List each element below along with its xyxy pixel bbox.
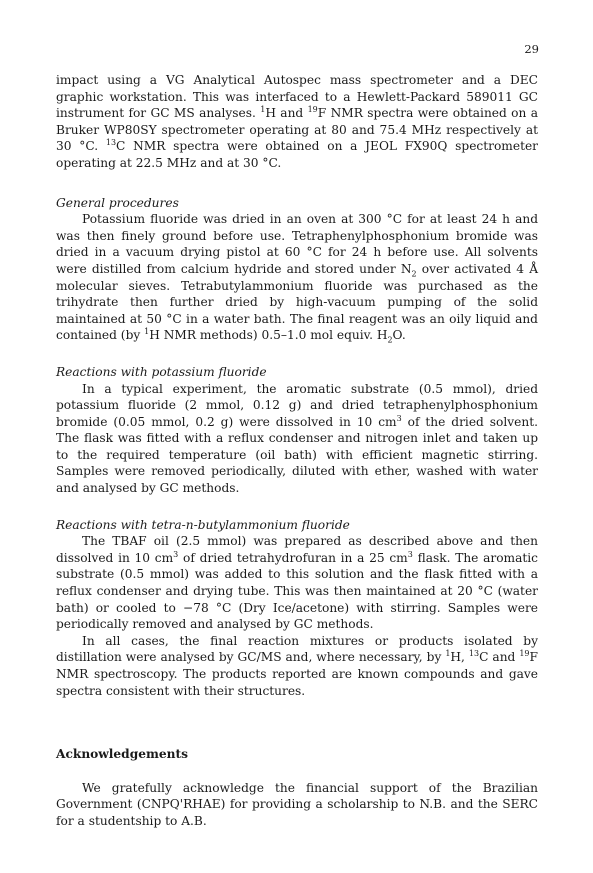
page-number: 29 xyxy=(524,42,539,56)
general-procedures-heading: General procedures xyxy=(56,195,179,210)
kf-reactions-heading: Reactions with potassium fluoride xyxy=(56,364,267,379)
tbaf-reactions-paragraph xyxy=(56,533,538,633)
superscript: 3 xyxy=(407,549,413,559)
text-span: O. xyxy=(392,328,406,343)
text-span: of the dried solvent. The flask was fitted with a reflux condenser and nitrogen inlet and taken up to the required temperature (oil bath) with efficient magnetic stirring. Samples were removed periodically, diluted with ether, washed with water and analysed by GC methods. xyxy=(56,414,538,496)
tbaf-reactions-heading: Reactions with tetra-n-butylammonium fluoride xyxy=(56,517,350,532)
superscript: 13 xyxy=(105,138,117,148)
text-span: H, xyxy=(450,650,469,665)
text-span: The TBAF oil (2.5 mmol) was prepared as described above and then dissolved in 10 cm xyxy=(56,534,538,565)
text-span: C and xyxy=(479,650,520,665)
text-span: impact using a VG Analytical Autospec mass spectrometer and a DEC graphic workstation. This was interfaced to a Hewlett-Packard 589011 GC instrument for GC MS analyses. xyxy=(56,73,538,121)
superscript: 3 xyxy=(396,413,402,423)
text-span: F NMR spectroscopy. The products reported are known compounds and gave spectra consistent with their structures. xyxy=(56,650,538,698)
text-span: In all cases, the final reaction mixtures or products isolated by distillation were analysed by GC/MS and, where necessary, by xyxy=(56,633,538,665)
text-span: flask. The aromatic substrate (0.5 mmol) was added to this solution and the flask fitted with a reflux condenser and drying tube. This was then maintained at 20 °C (water bath) or cooled to −78 °C (Dry Ice/acetone) with stirring. Samples were periodically removed and analysed by GC methods. xyxy=(56,550,538,632)
general-procedures-paragraph xyxy=(56,211,538,344)
superscript: 1 xyxy=(445,649,451,659)
superscript: 3 xyxy=(173,549,179,559)
article-body xyxy=(56,72,538,830)
text-span: over activated 4 Å molecular sieves. Tetrabutylammonium fluoride was purchased as the trihydrate then further dried by high-vacuum pumping of the solid maintained at 50 °C in a water bath. The final reagent was an oily liquid and contained (by xyxy=(56,261,538,343)
text-span: C NMR spectra were obtained on a JEOL FX90Q spectrometer operating at 22.5 MHz and at 30 °C. xyxy=(56,139,539,170)
text-span: In a typical experiment, the aromatic substrate (0.5 mmol), dried potassium fluoride (2 mmol, 0.12 g) and dried tetraphenylphosphonium bromide (0.05 mmol, 0.2 g) were dissolved in 10 cm xyxy=(56,381,538,429)
acknowledgements-paragraph: We gratefully acknowledge the financial support of the Brazilian Government (CNPQ'RHAE) for providing a scholarship to N.B. and the SERC for a studentship to A.B. xyxy=(56,780,538,828)
subscript: 2 xyxy=(387,335,393,345)
text-span: H and xyxy=(265,106,308,121)
superscript: 13 xyxy=(468,649,480,659)
superscript: 19 xyxy=(307,105,318,115)
analysis-paragraph xyxy=(56,633,538,699)
superscript: 1 xyxy=(144,327,150,337)
text-span: F NMR spectra were obtained on a Bruker WP80SY spectrometer operating at 80 and 75.4 MHz respectively at 30 °C. xyxy=(56,106,538,154)
text-span: of dried tetrahydrofuran in a 25 cm xyxy=(178,550,408,565)
kf-reactions-paragraph xyxy=(56,381,538,497)
acknowledgements-heading: Acknowledgements xyxy=(56,747,188,762)
subscript: 2 xyxy=(411,269,417,279)
superscript: 1 xyxy=(260,105,266,115)
instrumentation-paragraph xyxy=(56,72,538,172)
text-span: Potassium fluoride was dried in an oven at 300 °C for at least 24 h and was then finely ground before use. Tetraphenylphosphonium bromide was dried in a vacuum drying pistol at 60 °C for 24 h before use. All solvents were distilled from calcium hydride and stored under N xyxy=(56,212,538,276)
text-span: H NMR methods) 0.5–1.0 mol equiv. H xyxy=(149,328,388,343)
superscript: 19 xyxy=(519,649,530,659)
